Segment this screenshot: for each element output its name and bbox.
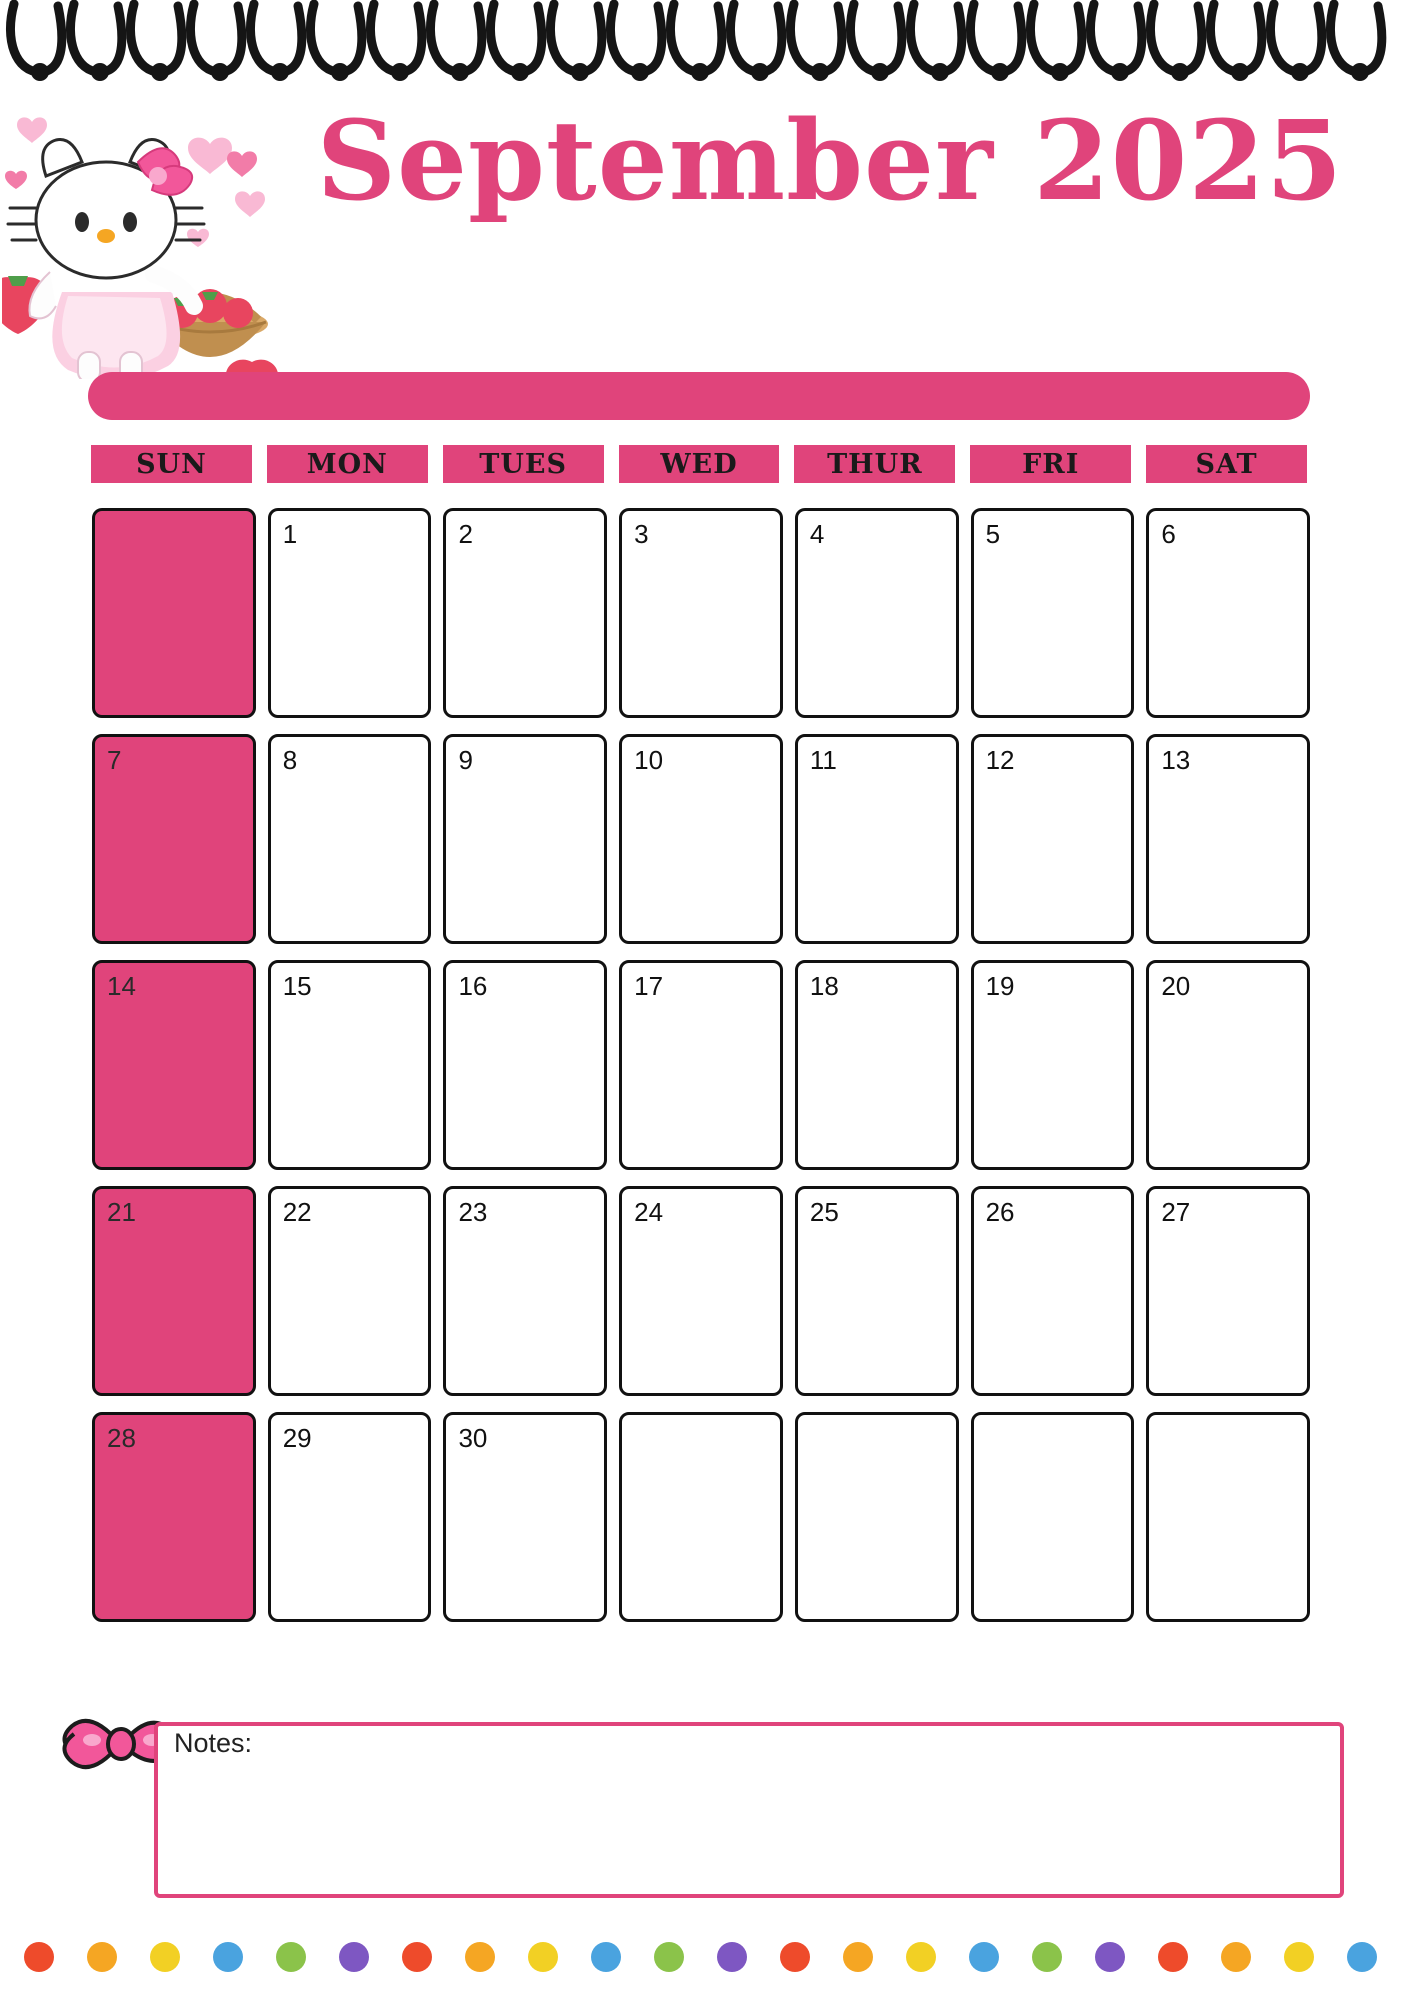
confetti-dot — [717, 1942, 747, 1972]
day-number: 5 — [985, 519, 1001, 549]
confetti-dot — [780, 1942, 810, 1972]
day-number: 28 — [107, 1423, 136, 1453]
spiral-binding-icon — [0, 0, 1414, 100]
day-cell[interactable] — [1146, 508, 1310, 718]
weekday-tues: TUES — [440, 442, 607, 486]
confetti-dot — [906, 1942, 936, 1972]
day-cell[interactable] — [619, 508, 783, 718]
confetti-dot — [969, 1942, 999, 1972]
day-cell[interactable] — [92, 1412, 256, 1622]
confetti-dot — [1284, 1942, 1314, 1972]
confetti-dot — [591, 1942, 621, 1972]
day-number: 25 — [809, 1197, 839, 1227]
day-number: 15 — [282, 971, 312, 1001]
day-number: 19 — [985, 971, 1015, 1001]
day-number: 16 — [458, 971, 488, 1001]
confetti-dot — [1221, 1942, 1251, 1972]
notes-section — [60, 1718, 1350, 1918]
day-number: 22 — [282, 1197, 312, 1227]
calendar-week-row — [92, 1186, 1310, 1396]
header-accent-bar — [88, 372, 1310, 420]
confetti-dot — [1032, 1942, 1062, 1972]
day-cell[interactable] — [1146, 960, 1310, 1170]
confetti-dot — [276, 1942, 306, 1972]
day-number: 26 — [985, 1197, 1015, 1227]
confetti-dot — [213, 1942, 243, 1972]
day-cell[interactable] — [795, 1186, 959, 1396]
day-cell[interactable] — [619, 960, 783, 1170]
calendar-week-row — [92, 734, 1310, 944]
day-cell[interactable] — [443, 734, 607, 944]
day-cell[interactable] — [268, 508, 432, 718]
weekday-fri: FRI — [967, 442, 1134, 486]
weekday-header-row — [88, 442, 1310, 486]
confetti-dot — [339, 1942, 369, 1972]
notes-input[interactable] — [154, 1722, 1344, 1898]
calendar-week-row — [92, 960, 1310, 1170]
day-number: 12 — [985, 745, 1015, 775]
confetti-dot — [150, 1942, 180, 1972]
day-cell[interactable] — [619, 734, 783, 944]
day-number: 17 — [634, 971, 664, 1001]
day-cell[interactable] — [795, 508, 959, 718]
day-cell[interactable] — [971, 960, 1135, 1170]
day-cell[interactable] — [619, 1412, 783, 1622]
calendar-header — [0, 96, 1414, 356]
day-number: 18 — [809, 971, 839, 1001]
day-cell[interactable] — [1146, 734, 1310, 944]
day-number: 9 — [458, 745, 473, 775]
confetti-dot — [1347, 1942, 1377, 1972]
day-number: 7 — [107, 745, 122, 775]
day-cell[interactable] — [443, 960, 607, 1170]
confetti-dot — [528, 1942, 558, 1972]
notes-label: Notes: — [168, 1728, 258, 1759]
day-cell[interactable] — [795, 734, 959, 944]
day-cell[interactable] — [619, 1186, 783, 1396]
day-number: 2 — [458, 519, 473, 549]
day-cell[interactable] — [1146, 1412, 1310, 1622]
confetti-dot — [1158, 1942, 1188, 1972]
day-number: 4 — [809, 519, 825, 549]
calendar-week-row — [92, 1412, 1310, 1622]
day-cell[interactable] — [92, 508, 256, 718]
day-number: 23 — [458, 1197, 488, 1227]
confetti-dot-strip — [0, 1942, 1414, 1982]
day-cell[interactable] — [268, 1186, 432, 1396]
day-number: 3 — [634, 519, 649, 549]
day-number: 29 — [282, 1423, 312, 1453]
weekday-sun: SUN — [88, 442, 255, 486]
confetti-dot — [654, 1942, 684, 1972]
day-cell[interactable] — [795, 960, 959, 1170]
day-cell[interactable] — [268, 960, 432, 1170]
day-cell[interactable] — [795, 1412, 959, 1622]
day-cell[interactable] — [268, 734, 432, 944]
confetti-dot — [24, 1942, 54, 1972]
page-title: September 2025 — [316, 96, 1344, 225]
day-cell[interactable] — [1146, 1186, 1310, 1396]
day-cell[interactable] — [92, 960, 256, 1170]
confetti-dot — [402, 1942, 432, 1972]
day-cell[interactable] — [971, 508, 1135, 718]
confetti-dot — [87, 1942, 117, 1972]
day-cell[interactable] — [443, 1412, 607, 1622]
weekday-wed: WED — [616, 442, 783, 486]
day-number: 6 — [1161, 519, 1176, 549]
day-cell[interactable] — [92, 734, 256, 944]
confetti-dot — [1095, 1942, 1125, 1972]
day-cell[interactable] — [92, 1186, 256, 1396]
confetti-dot — [843, 1942, 873, 1972]
day-number: 10 — [634, 745, 664, 775]
day-cell[interactable] — [443, 1186, 607, 1396]
calendar-grid — [92, 508, 1310, 1638]
day-cell[interactable] — [971, 1412, 1135, 1622]
hello-kitty-strawberry-icon — [2, 104, 302, 379]
day-number: 13 — [1161, 745, 1191, 775]
weekday-mon: MON — [264, 442, 431, 486]
day-number: 14 — [107, 971, 136, 1001]
day-number: 21 — [107, 1197, 136, 1227]
day-cell[interactable] — [971, 1186, 1135, 1396]
calendar-week-row — [92, 508, 1310, 718]
day-number: 20 — [1161, 971, 1191, 1001]
confetti-dot — [465, 1942, 495, 1972]
day-number: 11 — [809, 745, 837, 775]
day-cell[interactable] — [443, 508, 607, 718]
day-cell[interactable] — [971, 734, 1135, 944]
day-number: 8 — [282, 745, 298, 775]
weekday-sat: SAT — [1143, 442, 1310, 486]
day-number: 27 — [1161, 1197, 1191, 1227]
day-cell[interactable] — [268, 1412, 432, 1622]
day-number: 1 — [282, 519, 298, 549]
day-number: 30 — [458, 1423, 488, 1453]
weekday-thur: THUR — [791, 442, 958, 486]
day-number: 24 — [634, 1197, 664, 1227]
